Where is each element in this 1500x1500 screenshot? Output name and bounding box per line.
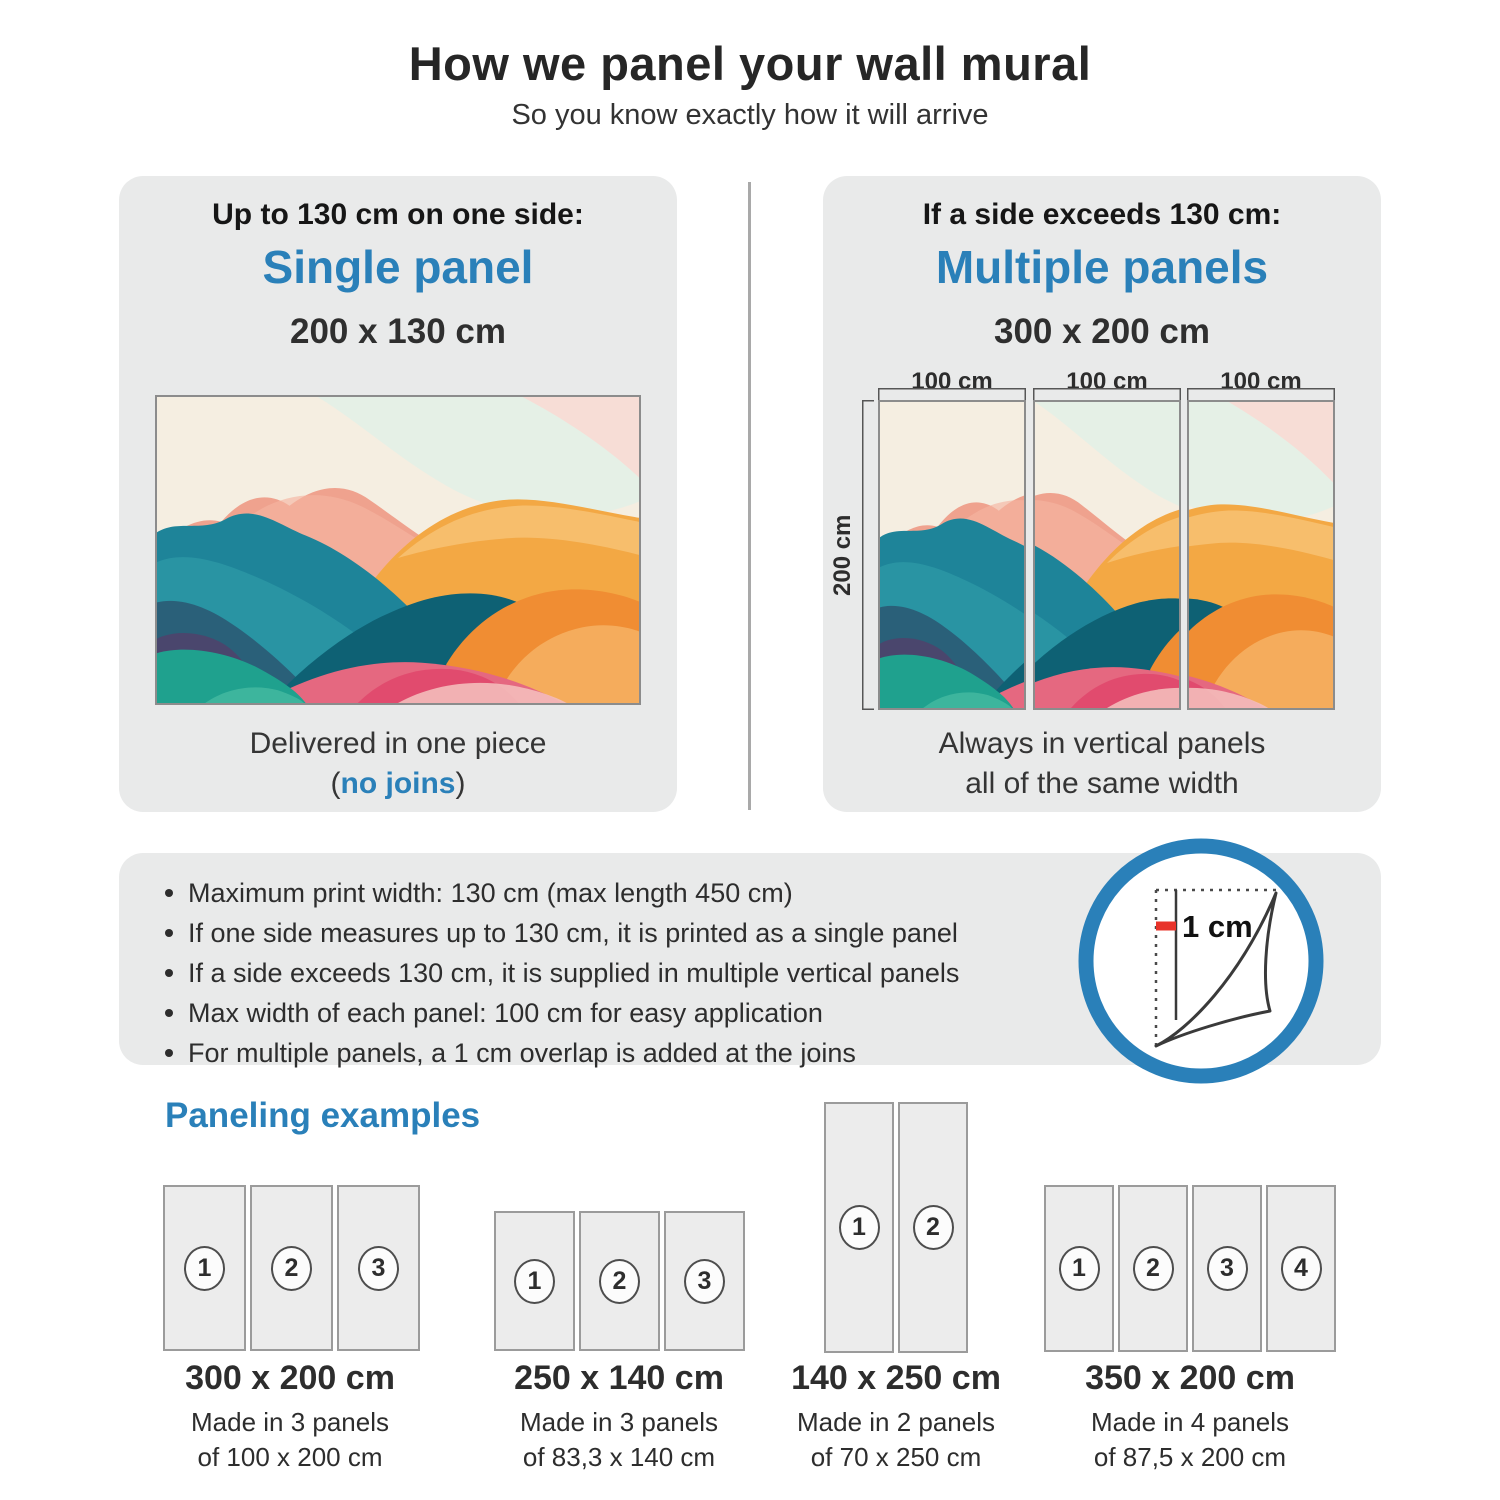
overlap-size-label: 1 cm: [1182, 909, 1253, 944]
panel-number-badge: 1: [839, 1205, 880, 1250]
width-measure-label: 100 cm: [911, 368, 993, 395]
bullet-item: [165, 1033, 1115, 1073]
example-size: 140 x 250 cm: [791, 1359, 1001, 1397]
example-size: 250 x 140 cm: [514, 1359, 724, 1397]
example-panel: [1118, 1185, 1188, 1352]
multiple-panels-size: 300 x 200 cm: [993, 312, 1210, 351]
example-panel: [1266, 1185, 1336, 1352]
example-panel: [824, 1102, 894, 1353]
example-detail: Made in 4 panels: [1090, 1406, 1290, 1437]
bullet-dot: [165, 889, 173, 897]
no-joins-emphasis: no joins: [340, 767, 456, 800]
example-panel: [1044, 1185, 1114, 1352]
panel-number-badge: 3: [1207, 1246, 1248, 1291]
mural-panel-1: [878, 400, 1026, 710]
example-detail: Made in 3 panels: [190, 1406, 390, 1437]
bullet-text: Maximum print width: 130 cm (max length 450 cm): [188, 877, 793, 908]
mural-panel-3: [1187, 400, 1335, 710]
bullet-item: [165, 913, 1115, 953]
panel-number-badge: 2: [599, 1259, 640, 1304]
multiple-panels-condition: If a side exceeds 130 cm:: [922, 198, 1282, 231]
bullet-item: [165, 993, 1115, 1033]
bullet-dot: [165, 1009, 173, 1017]
example-detail: of 87,5 x 200 cm: [1093, 1441, 1287, 1472]
example-detail: Made in 3 panels: [519, 1406, 719, 1437]
page-title: How we panel your wall mural: [408, 37, 1092, 90]
panel-number-badge: 1: [514, 1259, 555, 1304]
panel-number-badge: 3: [684, 1259, 725, 1304]
single-panel-card: [119, 176, 677, 812]
multiple-panels-title: Multiple panels: [935, 241, 1269, 293]
panel-number-badge: 2: [271, 1246, 312, 1291]
bullet-dot: [165, 929, 173, 937]
single-panel-size: 200 x 130 cm: [289, 312, 506, 351]
panel-number-badge: 3: [358, 1246, 399, 1291]
examples-heading: Paneling examples: [165, 1096, 481, 1135]
example-size: 350 x 200 cm: [1085, 1359, 1295, 1397]
multiple-panels-caption-2: all of the same width: [965, 767, 1239, 800]
bullet-item: [165, 873, 1115, 913]
example-panels-300x200: [163, 1185, 420, 1351]
page-subtitle: So you know exactly how it will arrive: [511, 99, 989, 131]
panel-number-badge: 2: [913, 1205, 954, 1250]
example-detail: Made in 2 panels: [796, 1406, 996, 1437]
paren-close: ): [455, 767, 466, 800]
width-measure-label: 100 cm: [1066, 368, 1148, 395]
example-caption-350x200: [1020, 1358, 1360, 1475]
page-overlap-icon: [1078, 838, 1324, 1084]
bullet-text: For multiple panels, a 1 cm overlap is added at the joins: [188, 1037, 856, 1068]
card-divider: [748, 182, 751, 810]
panel-number-badge: 2: [1133, 1246, 1174, 1291]
example-panels-250x140: [494, 1211, 745, 1351]
panel-number-badge: 4: [1281, 1246, 1322, 1291]
example-panels-350x200: [1044, 1185, 1336, 1352]
example-detail: of 100 x 200 cm: [197, 1441, 383, 1472]
example-detail: of 83,3 x 140 cm: [522, 1441, 716, 1472]
example-panel: [664, 1211, 745, 1351]
example-panel: [494, 1211, 575, 1351]
example-panel: [163, 1185, 246, 1351]
height-bracket: [862, 400, 875, 710]
width-measure-label: 100 cm: [1220, 368, 1302, 395]
example-panel: [337, 1185, 420, 1351]
bullet-dot: [165, 1049, 173, 1057]
example-panel: [579, 1211, 660, 1351]
example-panels-140x250: [824, 1102, 968, 1353]
example-caption-300x200: [120, 1358, 460, 1475]
bullet-text: If a side exceeds 130 cm, it is supplied in multiple vertical panels: [188, 957, 960, 988]
example-panel: [1192, 1185, 1262, 1352]
example-panel: [898, 1102, 968, 1353]
example-panel: [250, 1185, 333, 1351]
bullet-dot: [165, 969, 173, 977]
single-panel-title: Single panel: [262, 241, 534, 293]
bullet-text: Max width of each panel: 100 cm for easy application: [188, 997, 823, 1028]
single-panel-condition: Up to 130 cm on one side:: [212, 198, 584, 231]
example-caption-140x250: [726, 1358, 1066, 1475]
example-size: 300 x 200 cm: [185, 1359, 395, 1397]
single-panel-caption-2: [119, 767, 677, 801]
paren-open: (: [330, 767, 341, 800]
mural-preview-single: [155, 395, 641, 705]
bullet-text: If one side measures up to 130 cm, it is printed as a single panel: [188, 917, 958, 948]
example-detail: of 70 x 250 cm: [810, 1441, 982, 1472]
panel-number-badge: 1: [184, 1246, 225, 1291]
multiple-panels-card: [823, 176, 1381, 812]
height-measure-label: 200 cm: [829, 514, 856, 596]
panel-number-badge: 1: [1059, 1246, 1100, 1291]
single-panel-caption: Delivered in one piece: [249, 727, 547, 760]
multiple-panels-caption: Always in vertical panels: [938, 727, 1266, 760]
mural-panel-2: [1033, 400, 1181, 710]
bullet-item: [165, 953, 1115, 993]
bullet-list: [165, 873, 1115, 1073]
